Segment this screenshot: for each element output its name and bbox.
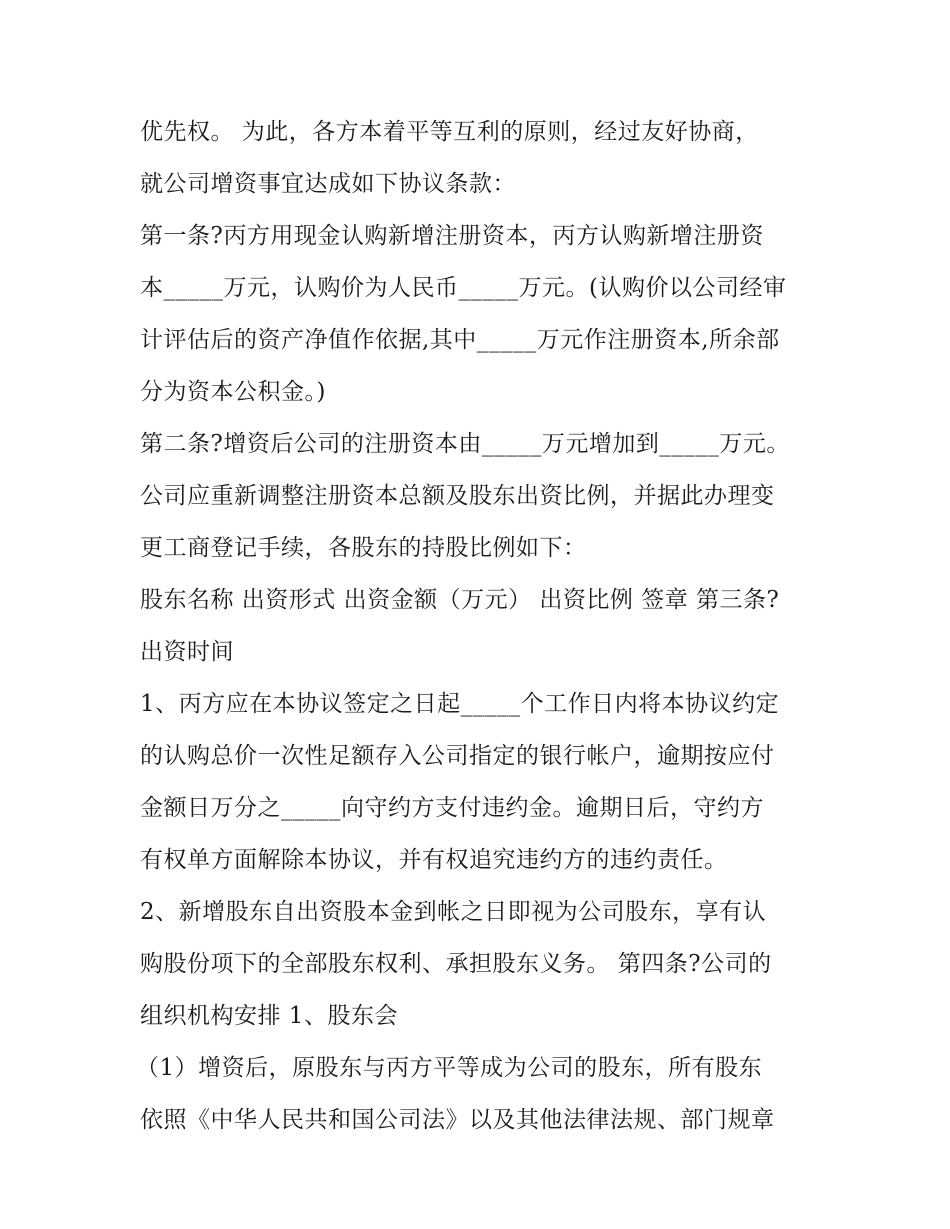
text-line: 金额日万分之_____向守约方支付违约金。逾期日后，守约方 [140,795,764,821]
sub-clause-1: （1）增资后，原股东与丙方平等成为公司的股东，所有股东 [136,1055,763,1081]
article-1-heading: 第一条?丙方用现金认购新增注册资本，丙方认购新增注册资 [140,223,764,249]
text-line: 计评估后的资产净值作依据,其中_____万元作注册资本,所余部 [140,327,780,353]
text-line: 购股份项下的全部股东权利、承担股东义务。 第四条?公司的 [140,951,772,977]
clause-1: 1、丙方应在本协议签定之日起_____个工作日内将本协议约定 [140,691,780,717]
text-line: 依照《中华人民共和国公司法》以及其他法律法规、部门规章 [140,1107,775,1133]
text-line: 本_____万元，认购价为人民币_____万元。(认购价以公司经审 [140,275,787,301]
article-2-heading: 第二条?增资后公司的注册资本由_____万元增加到_____万元。 [140,431,790,457]
text-line: 就公司增资事宜达成如下协议条款： [140,171,516,197]
text-line: 组织机构安排 1、股东会 [140,1003,398,1029]
document-body [136,106,820,1146]
text-line: 更工商登记手续，各股东的持股比例如下： [140,535,587,561]
clause-2: 2、新增股东自出资股本金到帐之日即视为公司股东，享有认 [140,899,767,925]
shareholder-table-header: 股东名称 出资形式 出资金额（万元） 出资比例 签章 第三条? [140,587,780,613]
text-line: 优先权。 为此，各方本着平等互利的原则，经过友好协商， [140,119,759,145]
text-line: 出资时间 [140,639,234,665]
text-line: 有权单方面解除本协议，并有权追究违约方的违约责任。 [140,847,728,873]
text-line: 的认购总价一次性足额存入公司指定的银行帐户，逾期按应付 [140,743,775,769]
text-line: 公司应重新调整注册资本总额及股东出资比例，并据此办理变 [140,483,775,509]
text-line: 分为资本公积金。) [140,379,326,405]
